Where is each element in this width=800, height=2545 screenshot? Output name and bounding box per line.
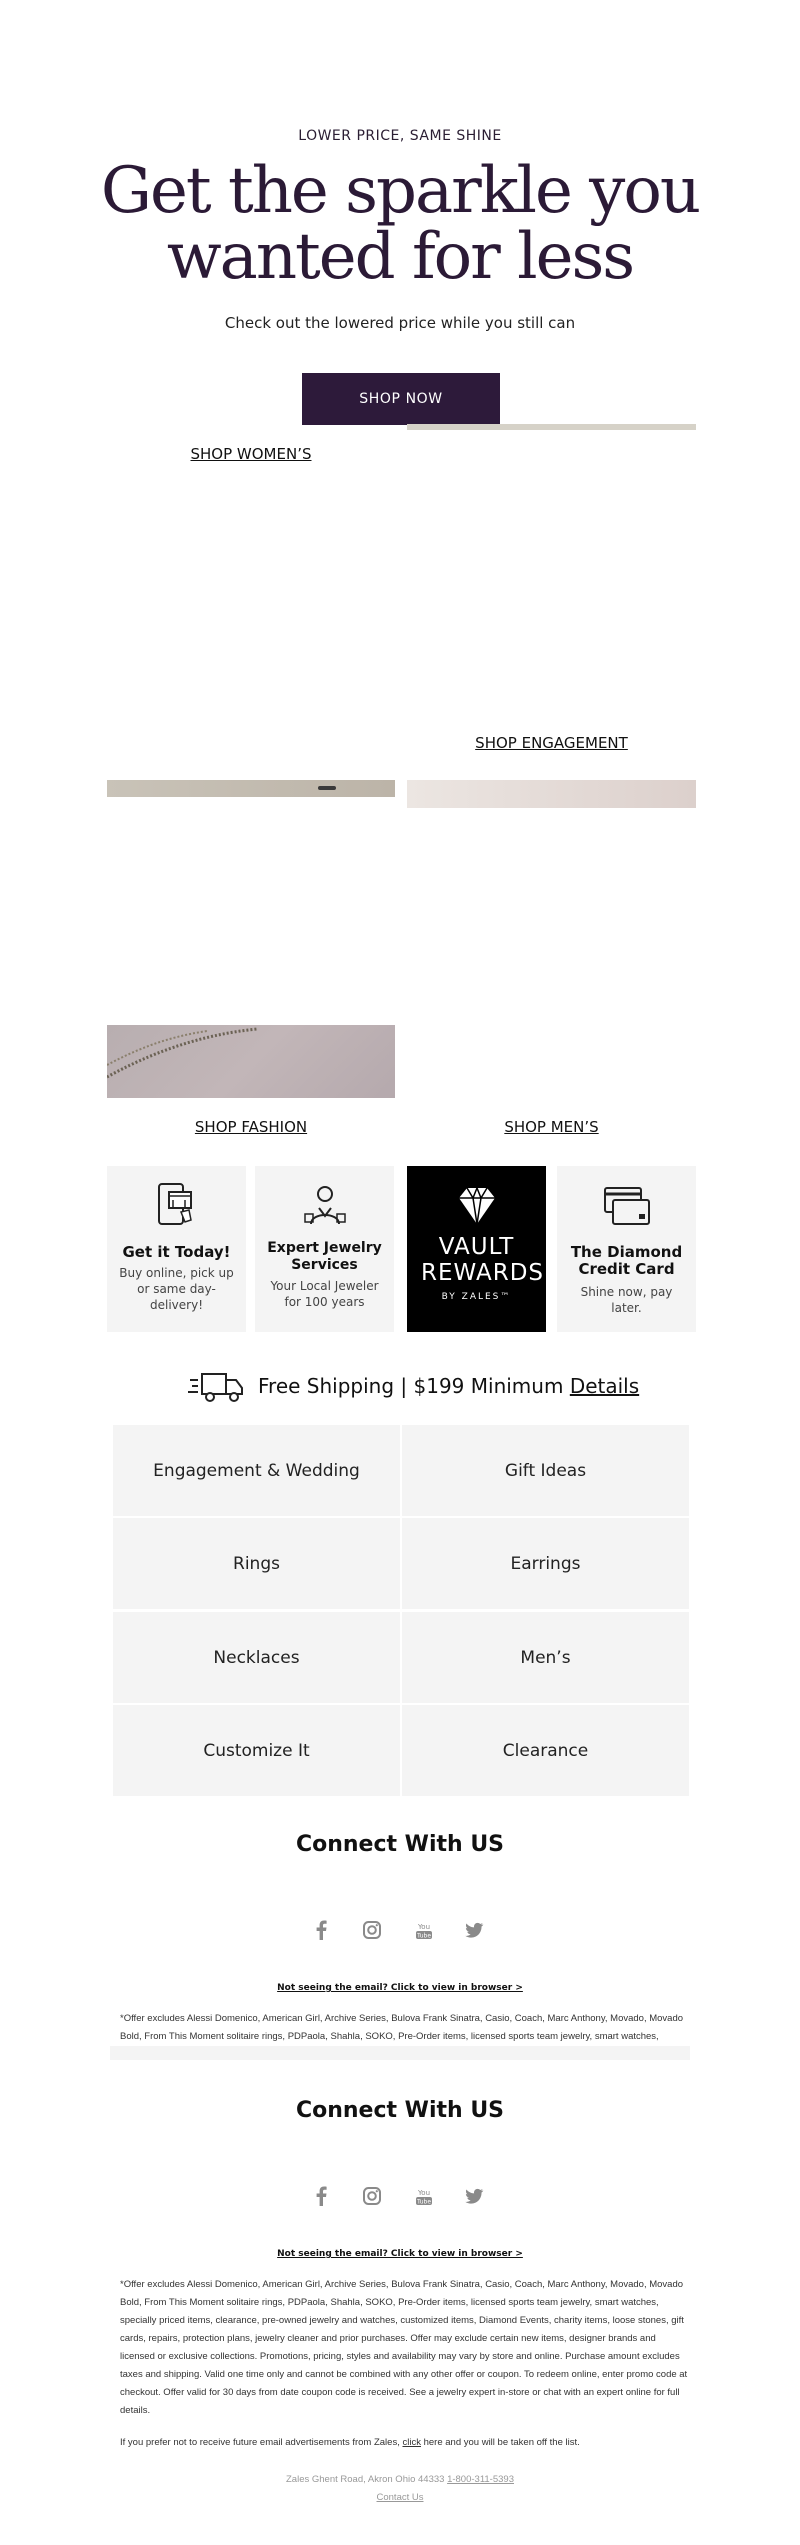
category-gift-ideas[interactable]: Gift Ideas [402,1425,689,1516]
vault-rewards-subtitle: BY ZALES™ [441,1292,512,1302]
engagement-image[interactable] [407,424,696,430]
credit-card-icon [601,1180,653,1232]
category-mens[interactable]: Men’s [402,1612,689,1703]
twitter-icon[interactable] [462,2184,486,2208]
youtube-icon[interactable] [412,2184,436,2208]
category-clearance[interactable]: Clearance [402,1705,689,1796]
unsubscribe-link[interactable]: click [402,2437,421,2448]
fine-print-full: *Offer excludes Alessi Domenico, American Girl, Archive Series, Bulova Frank Sinatra, Casio, Coach, Marc Anthony, Movado, Movado Bold, From This Moment solitaire rings, PDPaola, Shahla, SOKO, Pre-Order items, licensed sports team jewelry, smart watches, specially priced items, clearance, pre-owned jewelry and watches, customized items, Diamond Events, charity items, loose stones, gift cards, repairs, protection plans, jewelry cleaner and prior purchases. Offer may exclude certain new items, designer brands and licensed or exclusive collections. Promotions, pricing, styles and availability may vary by store and online. Purchase amount excludes taxes and shipping. Valid one time only and cannot be combined with any other offer or coupon. To redeem online, enter promo code at checkout. Offer valid for 30 days from date coupon code is received. See a jewelry expert in-store or chat with an expert online for full details. [120,2279,688,2416]
sparkle-dot [318,786,336,790]
svg-text:You: You [417,1923,431,1931]
feature-title: Get it Today! [122,1243,231,1261]
chain-necklace-image [107,1025,395,1098]
category-customize-it[interactable]: Customize It [113,1705,400,1796]
address-line [0,2474,800,2485]
phone-store-icon [151,1180,203,1232]
free-shipping-line [258,1374,639,1398]
contact-us-link[interactable]: Contact Us [376,2492,424,2503]
feature-vault-rewards[interactable] [407,1166,546,1332]
svg-text:Tube: Tube [416,2198,432,2206]
category-necklaces[interactable]: Necklaces [113,1612,400,1703]
truncation-fade [110,2046,690,2060]
feature-desc: Your Local Jeweler for 100 years [270,1279,379,1309]
hero-kicker: LOWER PRICE, SAME SHINE [298,128,502,144]
category-rings[interactable]: Rings [113,1518,400,1609]
view-in-browser-link[interactable]: Not seeing the email? Click to view in browser > [277,2249,523,2259]
hero-headline: Get the sparkle you wanted for less [100,154,700,294]
instagram-icon[interactable] [360,2184,384,2208]
delivery-truck-icon [188,1368,244,1404]
fine-print-truncated: *Offer excludes Alessi Domenico, American Girl, Archive Series, Bulova Frank Sinatra, Casio, Coach, Marc Anthony, Movado, Movado Bold, From This Moment solitaire rings, PDPaola, Shahla, SOKO, Pre-Order items, licensed sports team jewelry, smart watches, [120,2013,684,2042]
fashion-image-top[interactable] [107,780,395,797]
shop-fashion-link[interactable]: SHOP FASHION [194,1118,308,1136]
free-shipping-text: Free Shipping | $199 Minimum [258,1374,564,1398]
address-text: Zales Ghent Road, Akron Ohio 44333 [286,2474,445,2485]
category-earrings[interactable]: Earrings [402,1518,689,1609]
shop-women-link[interactable]: SHOP WOMEN’S [190,445,312,463]
feature-title: Expert Jewelry Services [267,1240,382,1273]
facebook-icon[interactable] [310,1918,334,1942]
jeweler-icon [299,1180,351,1232]
shop-now-button[interactable]: SHOP NOW [302,373,500,425]
hero-subtext: Check out the lowered price while you still can [224,314,576,332]
feature-desc: Buy online, pick up or same day-delivery! [119,1266,234,1312]
svg-text:You: You [417,2189,431,2197]
youtube-icon[interactable] [412,1918,436,1942]
facebook-icon[interactable] [310,2184,334,2208]
instagram-icon[interactable] [360,1918,384,1942]
unsubscribe-post: here and you will be taken off the list. [423,2437,580,2448]
unsubscribe-line [120,2434,720,2452]
view-in-browser-link[interactable]: Not seeing the email? Click to view in browser > [277,1983,523,1993]
shop-men-link[interactable]: SHOP MEN’S [504,1118,599,1136]
shop-engagement-link[interactable]: SHOP ENGAGEMENT [475,734,628,752]
men-image-top[interactable] [407,780,696,808]
feature-title: The Diamond Credit Card [570,1243,683,1278]
diamond-icon [455,1186,499,1226]
feature-expert-services[interactable] [255,1166,394,1332]
social-row [310,2184,490,2208]
feature-get-it-today[interactable] [107,1166,246,1332]
feature-credit-card[interactable] [557,1166,696,1332]
connect-title: Connect With US [295,2098,505,2123]
vault-rewards-title: VAULT REWARDS [421,1234,545,1286]
social-row [310,1918,490,1942]
phone-link[interactable]: 1-800-311-5393 [447,2474,514,2485]
connect-title: Connect With US [295,1832,505,1857]
twitter-icon[interactable] [462,1918,486,1942]
shipping-details-link[interactable]: Details [569,1374,640,1398]
unsubscribe-pre: If you prefer not to receive future email advertisements from Zales, [120,2437,400,2448]
svg-text:Tube: Tube [416,1932,432,1940]
category-engagement-wedding[interactable]: Engagement & Wedding [113,1425,400,1516]
feature-desc: Shine now, pay later. [580,1285,673,1315]
